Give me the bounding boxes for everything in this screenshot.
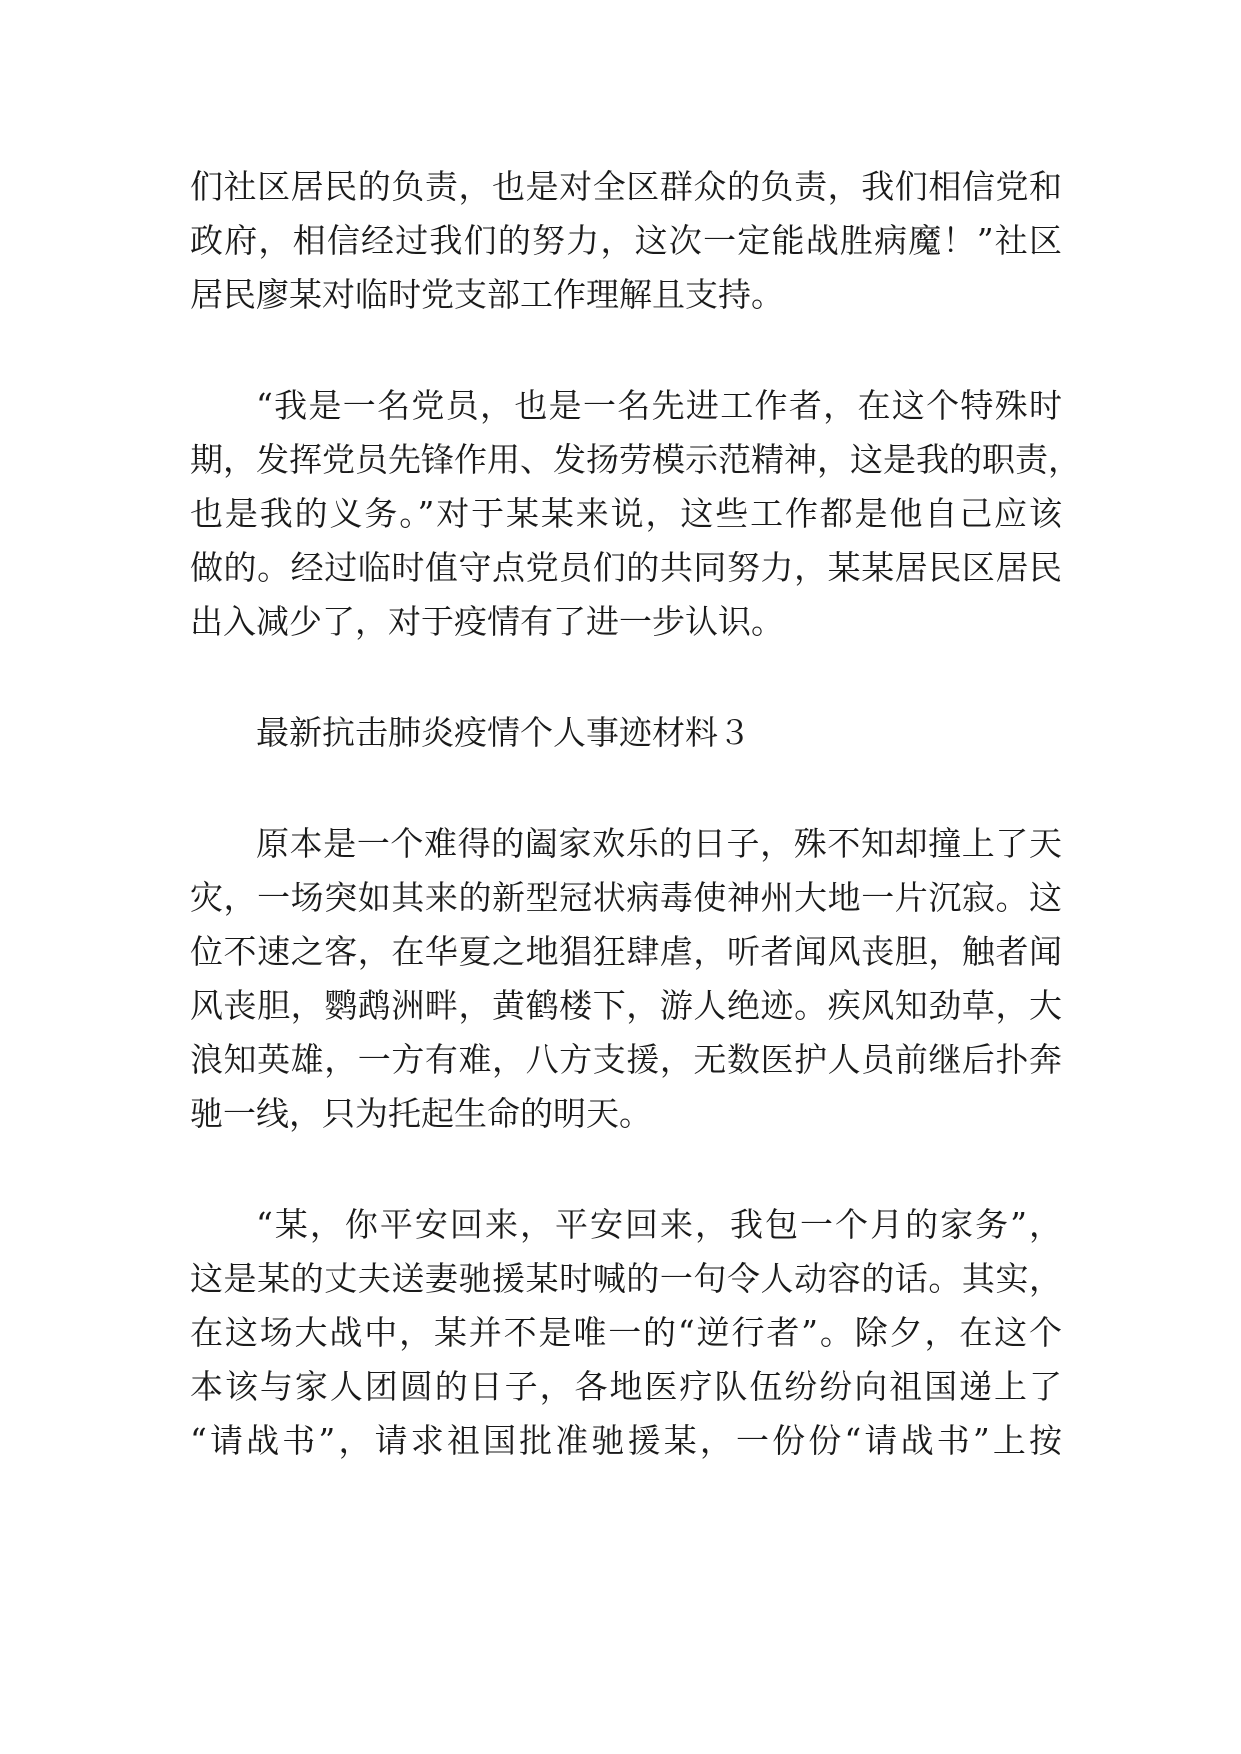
paragraph-gap: [190, 760, 1062, 817]
text-line: “请战书”，请求祖国批准驰援某，一份份“请战书”上按: [190, 1421, 1062, 1460]
document-body: [190, 160, 1081, 1468]
text-line: 做的。经过临时值守点党员们的共同努力，某某居民区居民: [190, 548, 1062, 587]
text-line: 本该与家人团圆的日子，各地医疗队伍纷纷向祖国递上了: [190, 1367, 1062, 1406]
text-line: 灾，一场突如其来的新型冠状病毒使神州大地一片沉寂。这: [190, 878, 1062, 917]
text-line: 原本是一个难得的阖家欢乐的日子，殊不知却撞上了天: [256, 824, 1062, 863]
text-line: 风丧胆，鹦鹉洲畔，黄鹤楼下，游人绝迹。疾风知劲草，大: [190, 986, 1062, 1025]
paragraph-gap: [190, 649, 1062, 706]
paragraph: [190, 379, 1081, 649]
text-line: 期，发挥党员先锋作用、发扬劳模示范精神，这是我的职责，: [190, 440, 1081, 479]
text-line: “某，你平安回来，平安回来，我包一个月的家务”，: [256, 1205, 1062, 1244]
text-line: 浪知英雄，一方有难，八方支援，无数医护人员前继后扑奔: [190, 1040, 1062, 1079]
text-line: 出入减少了，对于疫情有了进一步认识。: [190, 602, 784, 641]
paragraph-gap: [190, 1141, 1062, 1198]
text-line: 居民廖某对临时党支部工作理解且支持。: [190, 275, 784, 314]
text-line: 位不速之客，在华夏之地猖狂肆虐，听者闻风丧胆，触者闻: [190, 932, 1062, 971]
text-line: 驰一线，只为托起生命的明天。: [190, 1094, 652, 1133]
text-line: 政府，相信经过我们的努力，这次一定能战胜病魔！”社区: [190, 221, 1062, 260]
text-line: 也是我的义务。”对于某某来说，这些工作都是他自己应该: [190, 494, 1062, 533]
paragraph: [190, 160, 1062, 322]
paragraph: [190, 1198, 1062, 1468]
section-heading: [190, 706, 1062, 760]
text-line: “我是一名党员，也是一名先进工作者，在这个特殊时: [256, 386, 1062, 425]
heading-text: 最新抗击肺炎疫情个人事迹材料３: [256, 713, 751, 752]
text-line: 在这场大战中，某并不是唯一的“逆行者”。除夕，在这个: [190, 1313, 1062, 1352]
text-line: 们社区居民的负责，也是对全区群众的负责，我们相信党和: [190, 167, 1062, 206]
paragraph-gap: [190, 322, 1062, 379]
paragraph: [190, 817, 1062, 1141]
text-line: 这是某的丈夫送妻驰援某时喊的一句令人动容的话。其实，: [190, 1259, 1062, 1298]
